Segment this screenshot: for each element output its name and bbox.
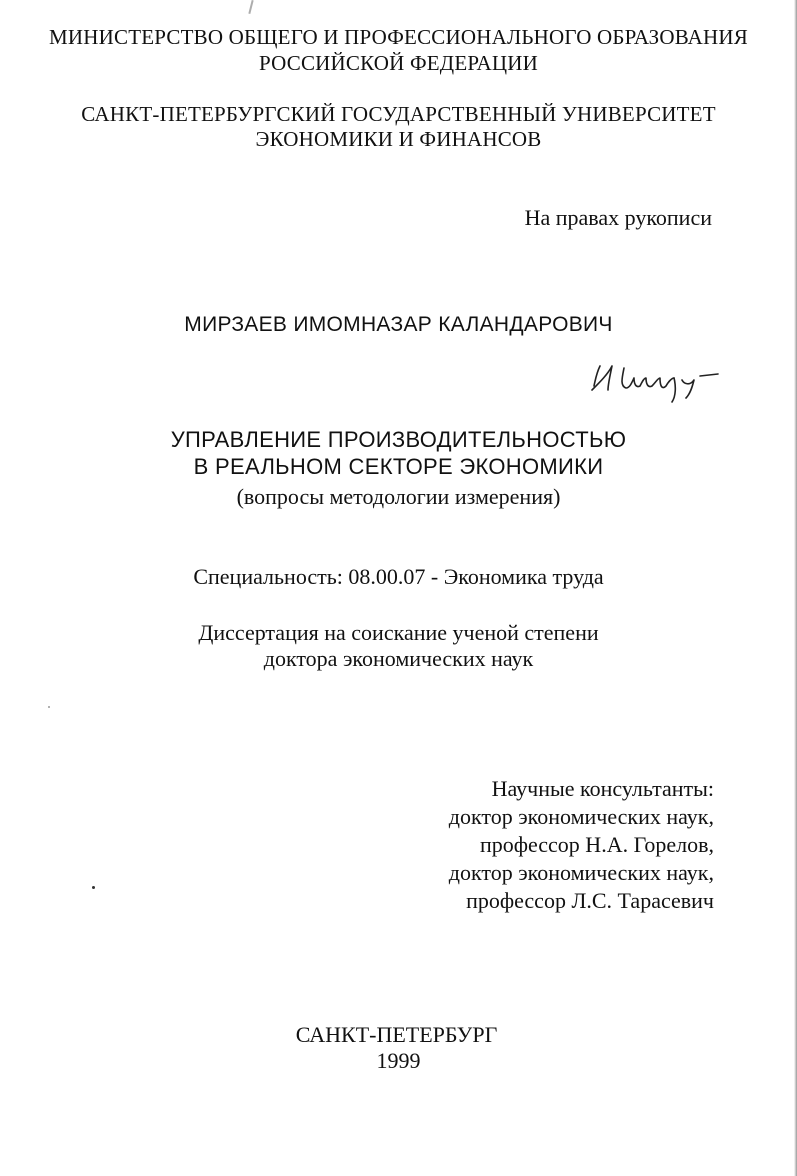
consultant-line: профессор Н.А. Горелов, — [479, 832, 714, 857]
scan-artifact — [248, 0, 253, 14]
ministry-line-1: МИНИСТЕРСТВО ОБЩЕГО И ПРОФЕССИОНАЛЬНОГО ОБРАЗОВАНИЯ — [49, 25, 748, 49]
footer-city: САНКТ-ПЕТЕРБУРГ — [295, 1022, 498, 1047]
consultants-block — [449, 775, 714, 915]
title-subtitle: (вопросы методологии измерения) — [236, 484, 561, 509]
dissertation-line-1: Диссертация на соискание ученой степени — [198, 620, 599, 645]
ministry-line-2: РОССИЙСКОЙ ФЕДЕРАЦИИ — [259, 51, 538, 75]
scan-speck — [48, 706, 50, 708]
scan-speck — [92, 886, 95, 889]
dissertation-line-2: доктора экономических наук — [263, 646, 534, 671]
manuscript-note: На правах рукописи — [524, 205, 712, 230]
author-name: МИРЗАЕВ ИМОМНАЗАР КАЛАНДАРОВИЧ — [184, 313, 613, 336]
consultant-line: доктор экономических наук, — [448, 860, 714, 885]
specialty: Специальность: 08.00.07 - Экономика труда — [193, 564, 604, 589]
university-line-2: ЭКОНОМИКИ И ФИНАНСОВ — [255, 127, 542, 151]
signature-drawing — [586, 356, 726, 406]
consultant-line: доктор экономических наук, — [448, 804, 714, 829]
footer-year: 1999 — [376, 1048, 421, 1073]
title-line-2: В РЕАЛЬНОМ СЕКТОРЕ ЭКОНОМИКИ — [193, 454, 604, 479]
title-line-1: УПРАВЛЕНИЕ ПРОИЗВОДИТЕЛЬНОСТЬЮ — [170, 427, 627, 452]
university-line-1: САНКТ-ПЕТЕРБУРГСКИЙ ГОСУДАРСТВЕННЫЙ УНИВЕРСИТЕТ — [81, 102, 716, 126]
consultants-heading: Научные консультанты: — [491, 776, 714, 801]
consultant-line: профессор Л.С. Тарасевич — [466, 888, 714, 913]
